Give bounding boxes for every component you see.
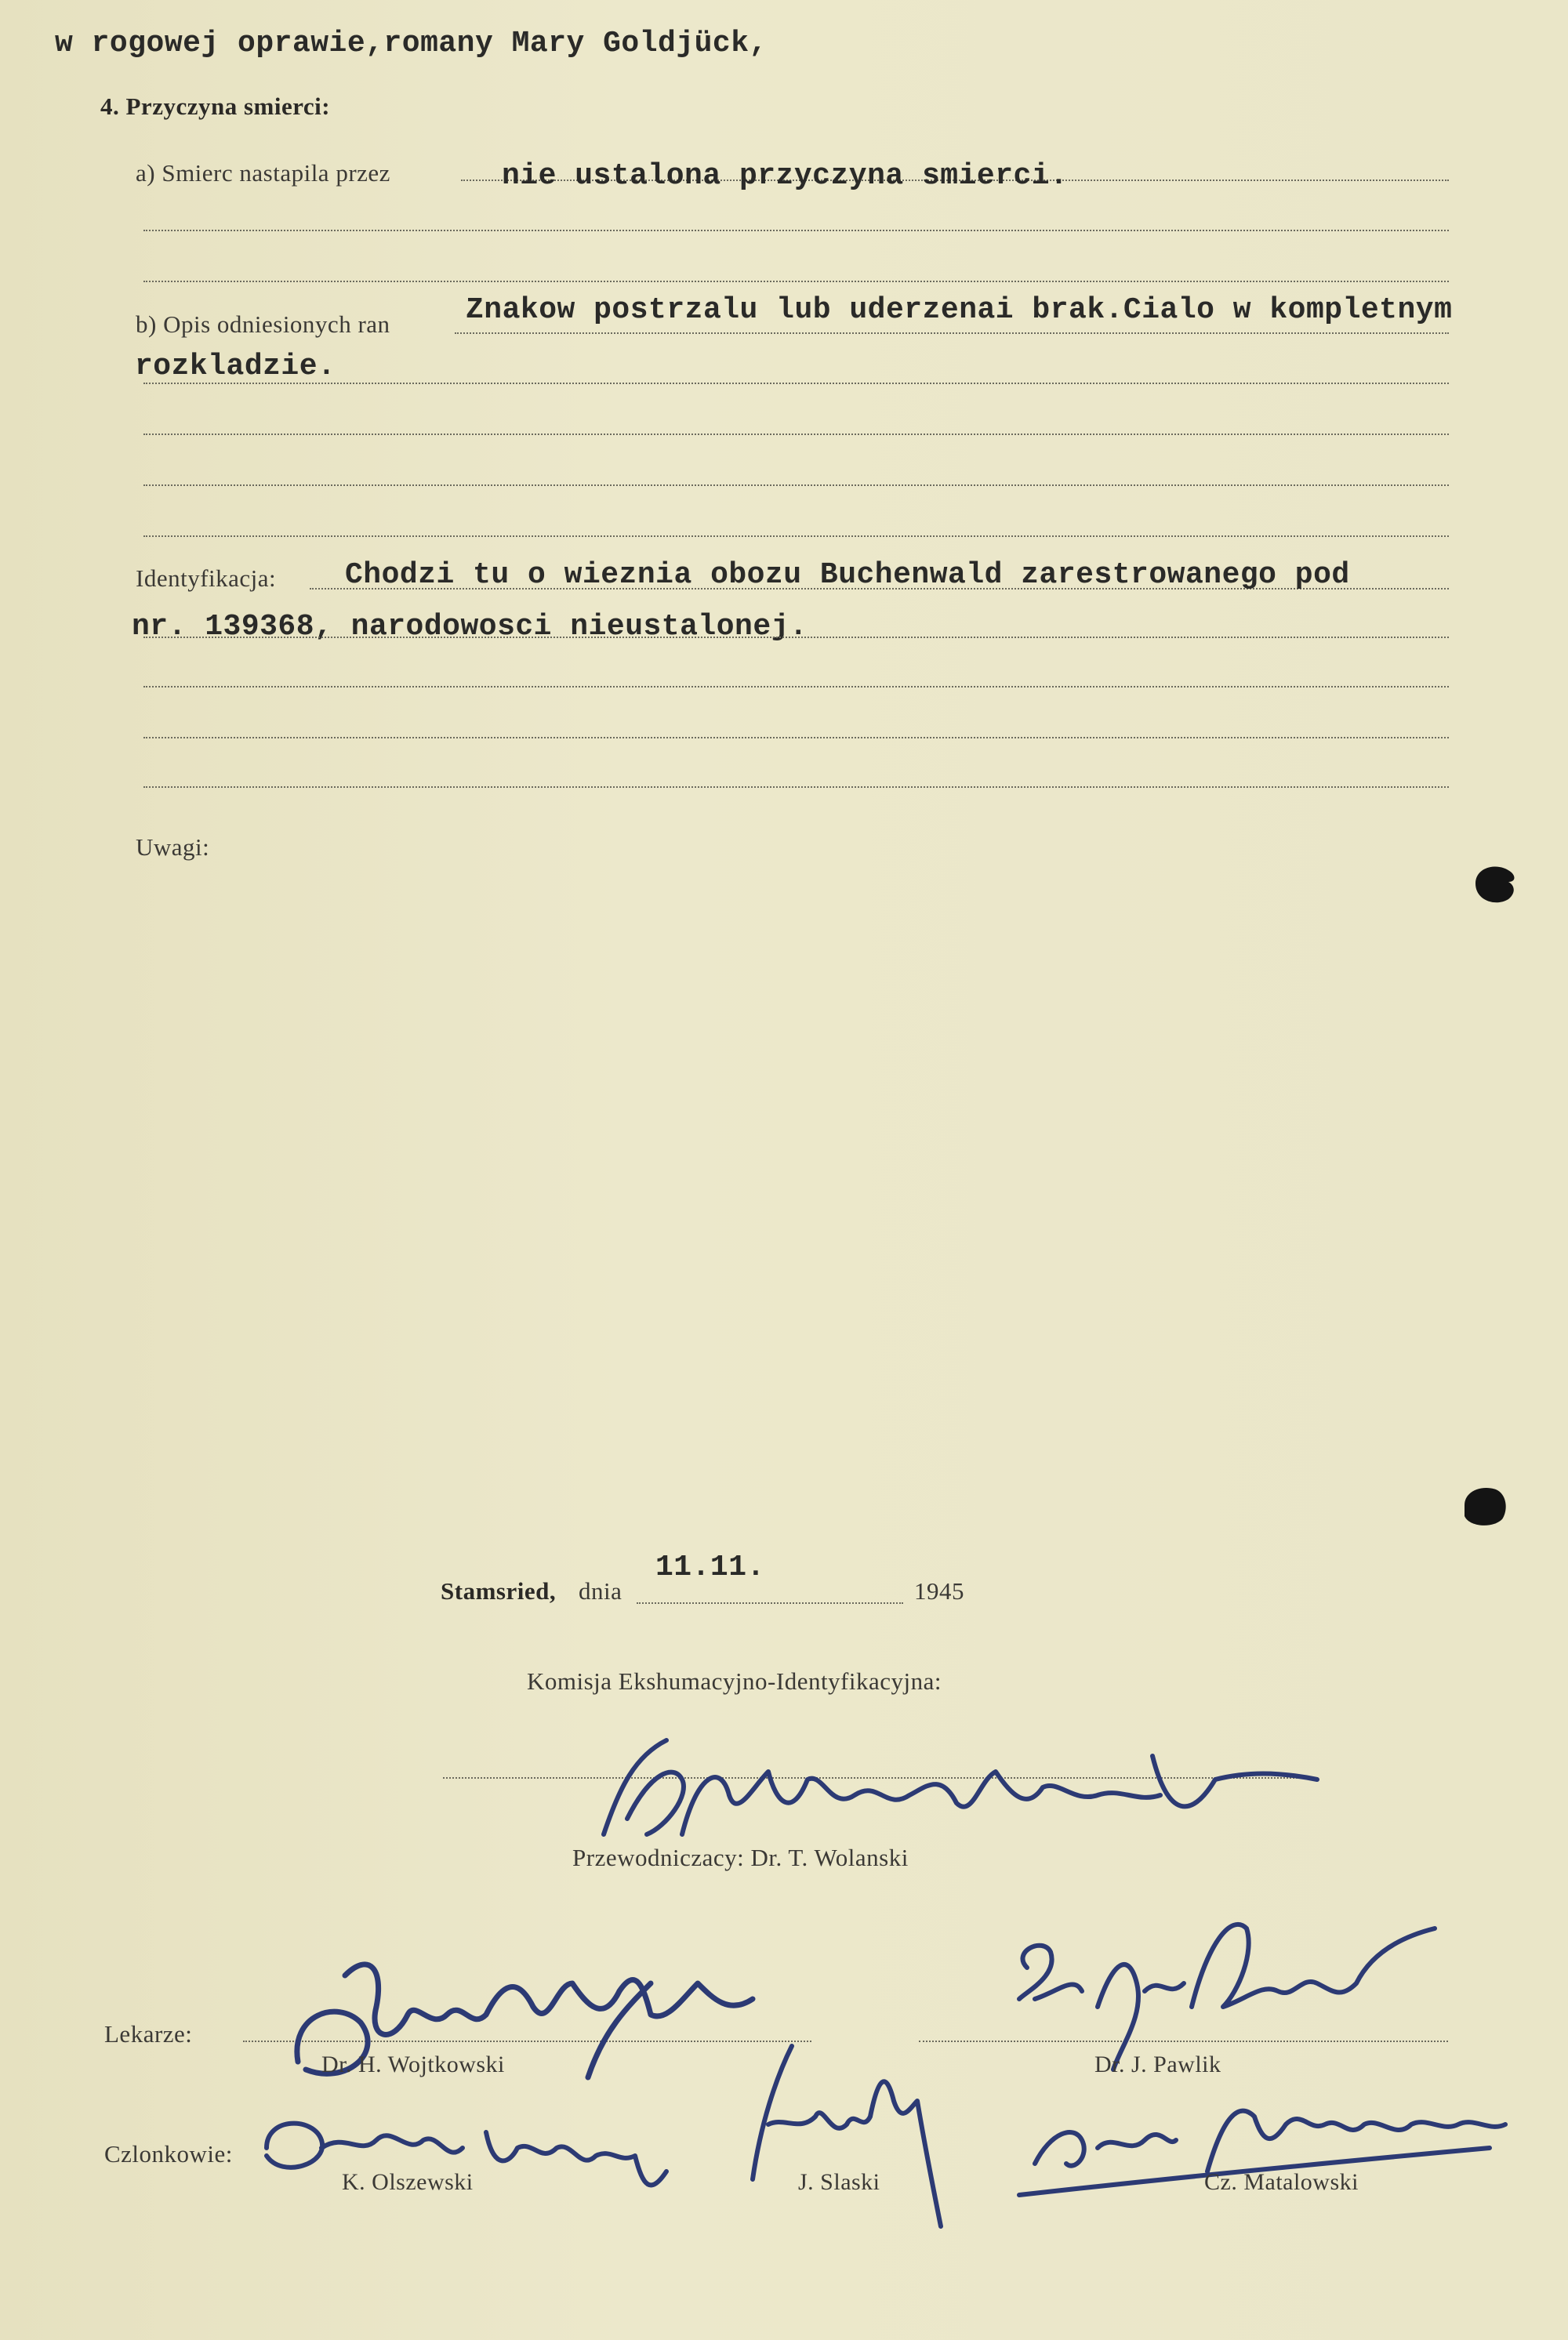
cause-value: nie ustalona przyczyna smierci. — [502, 159, 1069, 193]
dotted-line — [143, 786, 1449, 788]
wounds-label: b) Opis odniesionych ran — [136, 310, 390, 338]
dotted-line — [143, 535, 1449, 537]
chairman-name: Przewodniczacy: Dr. T. Wolanski — [572, 1844, 909, 1871]
identification-label: Identyfikacja: — [136, 564, 277, 592]
identification-value-line2: nr. 139368, narodowosci nieustalonej. — [132, 610, 808, 644]
doctor-signature-right — [996, 1905, 1466, 2093]
section-title: 4. Przyczyna smierci: — [100, 93, 331, 120]
place: Stamsried, — [441, 1577, 557, 1605]
doctor-right-name: Dr. J. Pawlik — [1094, 2052, 1221, 2077]
remarks-label: Uwagi: — [136, 833, 210, 861]
dotted-line — [143, 737, 1449, 738]
dotted-line — [637, 1602, 903, 1604]
member-left-name: K. Olszewski — [342, 2169, 474, 2195]
wounds-value-line1: Znakow postrzalu lub uderzenai brak.Cialo w kompletnym — [466, 293, 1453, 327]
continuation-line: w rogowej oprawie,romany Mary Goldjück, — [55, 27, 768, 60]
dotted-line — [455, 332, 1449, 334]
dotted-line — [143, 281, 1449, 282]
dotted-line — [143, 637, 1449, 638]
dotted-line — [143, 383, 1449, 384]
dnia-label: dnia — [579, 1577, 622, 1605]
identification-value-line1: Chodzi tu o wieznia obozu Buchenwald zarestrowanego pod — [345, 558, 1350, 592]
cause-label: a) Smierc nastapila przez — [136, 159, 390, 187]
doctors-label: Lekarze: — [104, 2020, 193, 2048]
member-middle-name: J. Slaski — [798, 2169, 880, 2195]
dotted-line — [143, 484, 1449, 486]
dotted-line — [143, 434, 1449, 435]
dotted-line — [143, 686, 1449, 687]
date-value: 11.11. — [655, 1551, 765, 1584]
wounds-value-line2: rozkladzie. — [135, 350, 336, 383]
member-right-name: Cz. Matalowski — [1204, 2169, 1359, 2195]
doctor-left-name: Dr. H. Wojtkowski — [321, 2052, 505, 2077]
chairman-signature — [572, 1725, 1325, 1850]
member-signature-left — [251, 2101, 706, 2203]
member-signature-middle — [721, 2030, 972, 2234]
members-label: Czlonkowie: — [104, 2140, 233, 2168]
punch-hole — [1468, 858, 1523, 909]
commission-title: Komisja Ekshumacyjno-Identyfikacyjna: — [527, 1667, 942, 1695]
punch-hole — [1458, 1482, 1513, 1532]
dotted-line — [143, 230, 1449, 231]
year: 1945 — [914, 1577, 964, 1605]
